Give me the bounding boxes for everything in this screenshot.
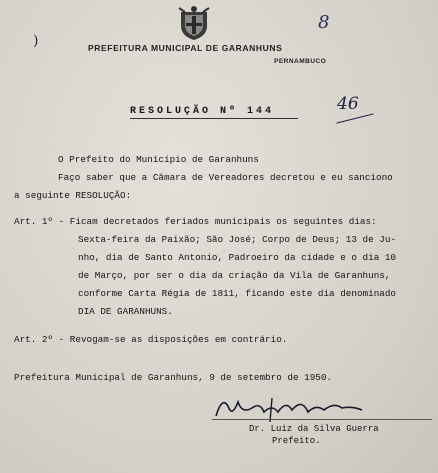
article-line: Sexta-feira da Paixão; São José; Corpo de Deus; 13 de Ju- [78,234,397,245]
article-line: nho, dia de Santo Antonio, Padroeiro da cidade e o dia 10 [78,252,397,263]
letterhead-title: PREFEITURA MUNICIPAL DE GARANHUNS [88,43,283,53]
article-line: de Março, por ser o dia da criação da Vila de Garanhuns, [78,270,391,281]
body-line: a seguinte RESOLUÇÃO: [14,190,132,201]
article-line: conforme Carta Régia de 1811, ficando este dia denominado [78,288,397,299]
title-underline [130,118,298,119]
document-title: RESOLUÇÃO Nº 144 [130,106,275,117]
municipal-crest-icon [175,4,213,42]
signature-line [212,419,432,420]
article-line: Art. 2º - Revogam-se as disposições em contrário. [14,334,288,345]
article-line: DIA DE GARANHUNS. [78,306,173,317]
handwritten-underline [336,113,373,123]
handwritten-page-number: 46 [337,94,359,114]
signer-name: Dr. Luiz da Silva Guerra [249,424,379,434]
handwritten-mark: ) [33,33,39,49]
letterhead-state: PERNAMBUCO [274,58,327,65]
article-line: Art. 1º - Ficam decretados feriados municipais os seguintes dias: [14,216,377,227]
body-line: Faço saber que a Câmara de Vereadores decretou e eu sanciono [58,172,393,183]
body-line: O Prefeito do Município de Garanhuns [58,154,259,165]
handwritten-top-number: 8 [318,12,330,33]
date-line: Prefeitura Municipal de Garanhuns, 9 de setembro de 1950. [14,372,333,383]
signer-role: Prefeito. [272,436,321,446]
